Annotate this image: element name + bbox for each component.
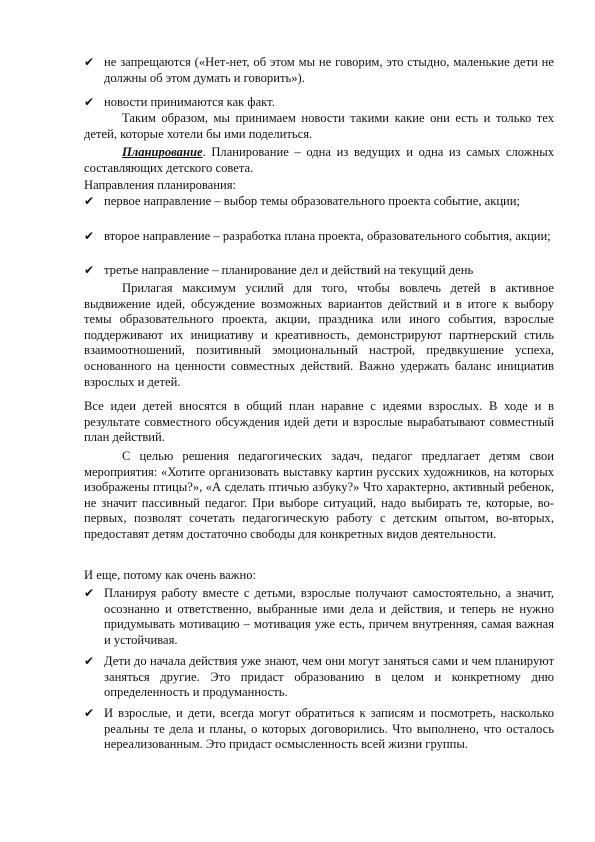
checkmark-icon: ✔ (84, 654, 95, 668)
direction-item: первое направление – выбор темы образовательного проекта событие, акции; (104, 194, 521, 208)
planning-heading: Планирование (122, 145, 203, 159)
checkmark-icon: ✔ (84, 194, 95, 208)
checkmark-icon: ✔ (84, 706, 95, 720)
check-item: Планируя работу вместе с детьми, взрослые получают самостоятельно, а значит, осознанно и ответственно, выбранные ими дела и действия, и теперь не нужно придумывать мотивацию – мотивация уже есть, причем внутренняя, самая важная и устойчивая. (104, 586, 554, 647)
checkmark-icon: ✔ (84, 229, 95, 243)
checkmark-icon: ✔ (84, 95, 95, 109)
directions-label: Направления планирования: (84, 178, 237, 192)
paragraph: Таким образом, мы принимаем новости такими какие они есть и только тех детей, которые хотели бы ими поделиться. (84, 111, 554, 141)
paragraph-planning (84, 145, 554, 176)
paragraph: Прилагая максимум усилий для того, чтобы вовлечь детей в активное выдвижение идей, обсуждение возможных вариантов действий и в итоге к выбору темы образовательного проекта, акции, праздника или иного события, взрослые поддерживают их инициативу и креативность, демонстрируют партнерский стиль взаимоотношений, позитивный эмоциональный настрой, предвкушение успеха, основанного на ценности совместных действий. Важно удержать баланс инициатив взрослых и детей. (84, 281, 554, 389)
checkmark-icon: ✔ (84, 263, 95, 277)
bullet-item: не запрещаются («Нет-нет, об этом мы не говорим, это стыдно, маленькие дети не должны об этом думать и говорить»). (104, 55, 554, 85)
check-item: И взрослые, и дети, всегда могут обратиться к записям и посмотреть, насколько реальны те дела и планы, о которых договорились. Что выполнено, что осталось нереализованным. Это придаст осмысленность всей жизни группы. (104, 706, 554, 752)
direction-item: второе направление – разработка плана проекта, образовательного события, акции; (104, 229, 551, 243)
checkmark-icon: ✔ (84, 55, 95, 69)
planning-text: . Планирование – одна из ведущих и одна из самых сложных составляющих детского совета. (84, 145, 554, 175)
direction-item: третье направление – планирование дел и действий на текущий день (104, 263, 474, 277)
check-item: Дети до начала действия уже знают, чем они могут заняться сами и чем планируют заняться другие. Это придаст образованию в целом и конкретному дню определенность и продуманность. (104, 654, 554, 700)
bullet-item: новости принимаются как факт. (104, 95, 275, 109)
paragraph: Все идеи детей вносятся в общий план наравне с идеями взрослых. В ходе и в результате совместного обсуждения идей дети и взрослые вырабатывают совместный план действий. (84, 399, 554, 445)
checkmark-icon: ✔ (84, 586, 95, 600)
paragraph: И еще, потому как очень важно: (84, 568, 257, 582)
paragraph: С целью решения педагогических задач, педагог предлагает детям свои мероприятия: «Хотите организовать выставку картин русских художников, на которых изображены птицы?», «А сделать птичью азбуку?» Что характерно, активный ребенок, не значит пассивный педагог. При выборе ситуаций, надо выбирать те, которые, во-первых, позволят сочетать педагогическую работу с детским опытом, во-вторых, предоставят детям достаточно свободы для конкретных видов деятельности. (84, 449, 554, 541)
